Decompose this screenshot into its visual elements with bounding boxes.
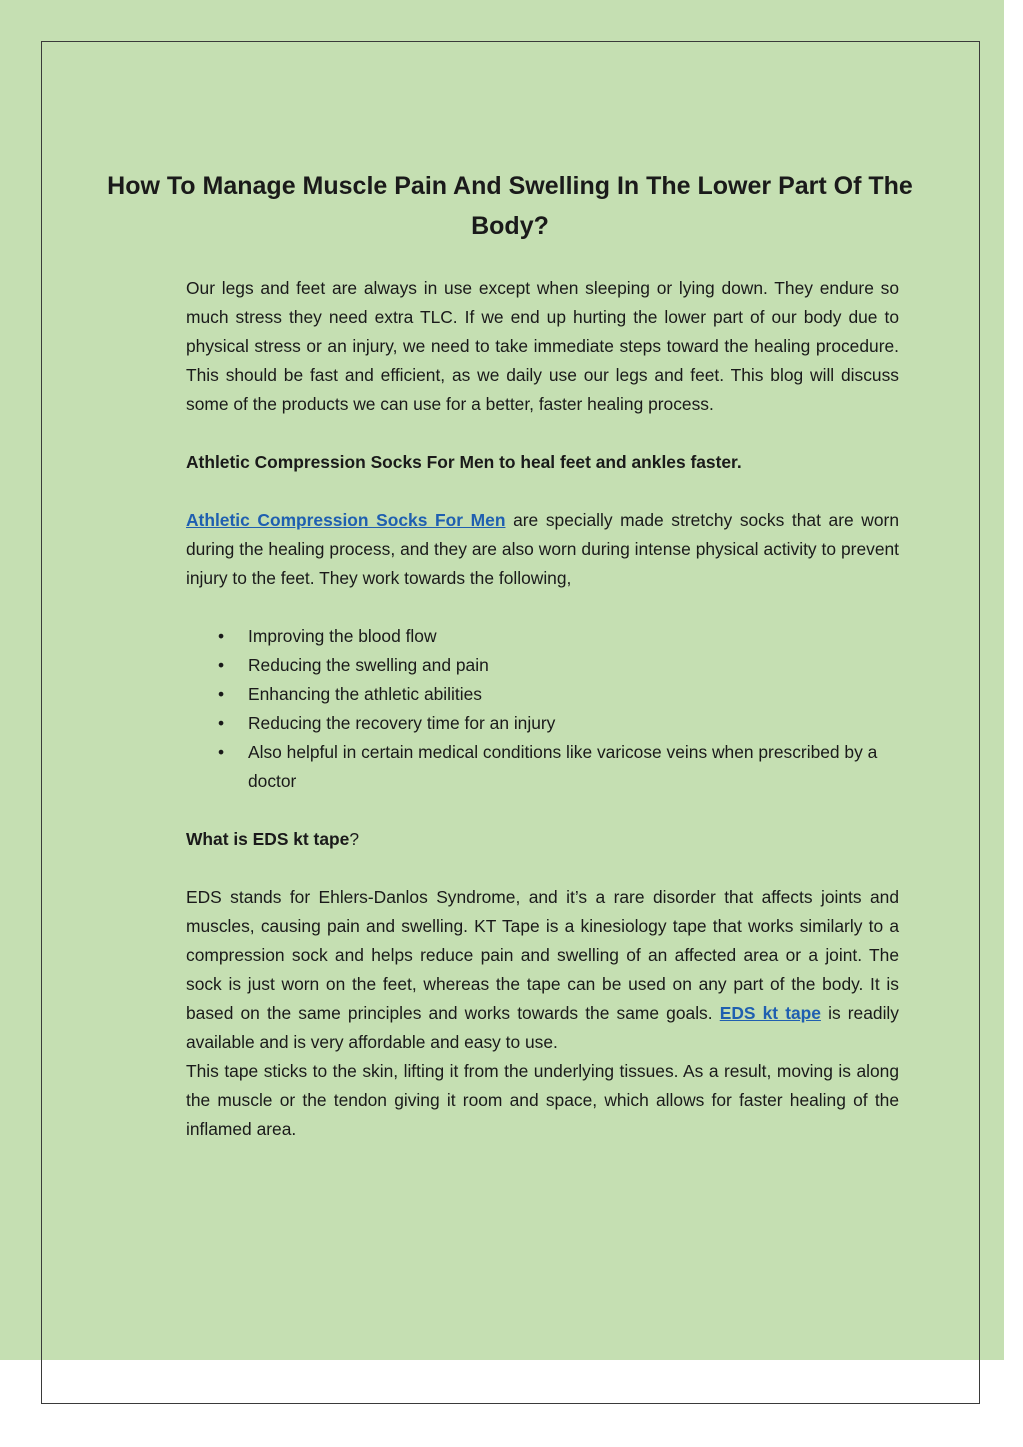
list-item-text: Reducing the recovery time for an injury (248, 713, 556, 733)
eds-text-before-link: EDS stands for Ehlers-Danlos Syndrome, and it’s a rare disorder that affects joints and muscles, causing pain and swelling. KT Tape is a kinesiology tape that works similarly to a compression sock and helps reduce pain and swelling of an affected area or a joint. The sock is just worn on the feet, whereas the tape can be used on any part of the body. It is based on the same principles and works towards the same goals. (186, 887, 899, 1023)
eds-paragraph (186, 883, 899, 1057)
section-heading-compression-socks: Athletic Compression Socks For Men to heal feet and ankles faster. (186, 452, 742, 472)
bullet-icon: • (218, 742, 225, 762)
eds-heading-text: What is EDS kt tape (186, 829, 350, 849)
list-item (218, 651, 899, 680)
list-item (218, 680, 899, 709)
intro-paragraph: Our legs and feet are always in use except when sleeping or lying down. They endure so much stress they need extra TLC. If we end up hurting the lower part of our body due to physical stress or an injury, we need to take immediate steps toward the healing procedure. This should be fast and efficient, as we daily use our legs and feet. This blog will discuss some of the products we can use for a better, faster healing process. (186, 278, 899, 414)
compression-socks-paragraph (186, 506, 899, 593)
tape-paragraph: This tape sticks to the skin, lifting it from the underlying tissues. As a result, moving is along the muscle or the tendon giving it room and space, which allows for faster healing of the inflamed area. (186, 1061, 899, 1139)
list-item-text: Enhancing the athletic abilities (248, 684, 482, 704)
section-heading-eds-kt-tape (186, 825, 899, 854)
eds-kt-tape-link[interactable]: EDS kt tape (719, 1003, 821, 1023)
list-item-text: Reducing the swelling and pain (248, 655, 489, 675)
compression-socks-link[interactable]: Athletic Compression Socks For Men (186, 510, 506, 530)
list-item (218, 709, 899, 738)
list-item-text: Improving the blood flow (248, 626, 437, 646)
bullet-icon: • (218, 626, 225, 646)
compression-socks-text: are specially made stretchy socks that are worn during the healing process, and they are also worn during intense physical activity to prevent injury to the feet. They work towards the following, (186, 510, 899, 588)
list-item (218, 738, 899, 796)
list-item-text: Also helpful in certain medical conditions like varicose veins when prescribed by a doctor (248, 742, 878, 791)
eds-text-after-link: is readily available and is very affordable and easy to use. (186, 1003, 899, 1052)
document-title: How To Manage Muscle Pain And Swelling In The Lower Part Of The Body? (107, 172, 913, 240)
bullet-icon: • (218, 655, 225, 675)
bullet-icon: • (218, 684, 225, 704)
benefits-list (186, 622, 899, 796)
list-item (218, 622, 899, 651)
bullet-icon: • (218, 713, 225, 733)
eds-heading-suffix: ? (349, 829, 359, 849)
document-body (186, 274, 899, 1144)
